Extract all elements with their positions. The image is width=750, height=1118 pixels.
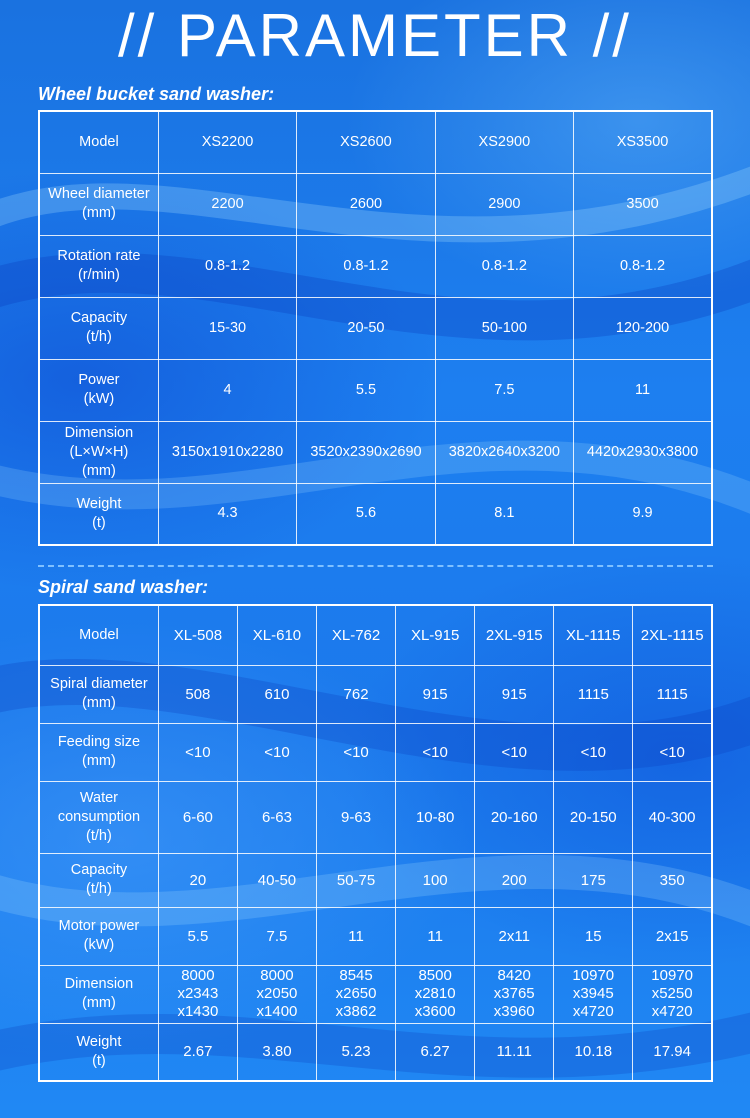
wheel-parameter-table: [38, 110, 713, 546]
table-cell: <10: [554, 723, 633, 781]
cell-line: 10970: [651, 967, 694, 984]
row-header-line: (mm): [82, 205, 116, 221]
row-header-line: Wheel diameter: [48, 186, 150, 202]
table-cell: 11.11: [475, 1023, 554, 1081]
row-header-line: Dimension: [64, 424, 134, 441]
row-header-line: (mm): [82, 462, 116, 479]
cell-line: 8000: [181, 967, 215, 984]
table-cell: 11: [317, 907, 396, 965]
row-header-line: Power: [78, 372, 120, 388]
table-cell: 5.5: [297, 359, 435, 421]
table-cell: <10: [475, 723, 554, 781]
row-header: [39, 235, 158, 297]
spiral-section-label: Spiral sand washer:: [38, 577, 209, 597]
table-row: [39, 1023, 712, 1081]
table-row: [39, 907, 712, 965]
table-cell: 0.8-1.2: [158, 235, 296, 297]
table-cell: [158, 965, 237, 1023]
row-header: [39, 359, 158, 421]
table-cell: 7.5: [237, 907, 316, 965]
row-header-line: Motor power: [58, 918, 140, 934]
table-cell: XL-1115: [554, 605, 633, 665]
table-cell: 9.9: [574, 483, 712, 545]
table-cell: 0.8-1.2: [435, 235, 573, 297]
wheel-section-label: Wheel bucket sand washer:: [38, 84, 275, 104]
table-row: [39, 853, 712, 907]
row-header-line: (mm): [82, 995, 116, 1011]
table-cell: 5.23: [317, 1023, 396, 1081]
table-cell: 10.18: [554, 1023, 633, 1081]
row-header-line: (mm): [82, 753, 116, 769]
table-row: [39, 605, 712, 665]
row-header: [39, 111, 158, 173]
table-cell: 0.8-1.2: [574, 235, 712, 297]
table-cell: 100: [396, 853, 475, 907]
row-header: [39, 483, 158, 545]
cell-line: x3765: [493, 985, 535, 1002]
cell-line: x5250: [651, 985, 693, 1002]
table-cell: 0.8-1.2: [297, 235, 435, 297]
row-header: [39, 297, 158, 359]
table-cell: 11: [574, 359, 712, 421]
row-header: [39, 781, 158, 853]
table-cell: 350: [633, 853, 712, 907]
table-cell: 9-63: [317, 781, 396, 853]
row-header-line: Capacity: [70, 310, 128, 326]
row-header: [39, 665, 158, 723]
table-cell: 4.3: [158, 483, 296, 545]
table-cell: 915: [475, 665, 554, 723]
table-cell: 2XL-1115: [633, 605, 712, 665]
row-header-line: (kW): [83, 937, 115, 953]
table-row: [39, 173, 712, 235]
table-cell: 15-30: [158, 297, 296, 359]
table-cell: [317, 965, 396, 1023]
table-cell: 17.94: [633, 1023, 712, 1081]
cell-line: x2050: [256, 985, 298, 1002]
table-cell: XS2600: [297, 111, 435, 173]
table-cell: 6.27: [396, 1023, 475, 1081]
row-header-line: Water: [79, 789, 118, 806]
row-header-line: Spiral diameter: [50, 676, 148, 692]
table-cell: <10: [633, 723, 712, 781]
table-cell: 10-80: [396, 781, 475, 853]
table-cell: 20: [158, 853, 237, 907]
cell-line: x3960: [493, 1003, 535, 1020]
table-cell: [237, 965, 316, 1023]
table-row: [39, 297, 712, 359]
table-cell: 20-50: [297, 297, 435, 359]
cell-line: x4720: [572, 1003, 614, 1020]
cell-line: x3600: [414, 1003, 456, 1020]
cell-line: x2810: [414, 985, 456, 1002]
table-cell: 3820x2640x3200: [435, 421, 573, 483]
cell-line: x1430: [177, 1003, 219, 1020]
table-cell: 2x11: [475, 907, 554, 965]
table-cell: 1115: [554, 665, 633, 723]
table-cell: 6-63: [237, 781, 316, 853]
table-cell: XS3500: [574, 111, 712, 173]
table-cell: 7.5: [435, 359, 573, 421]
row-header-line: Dimension: [64, 976, 134, 992]
row-header-line: (t/h): [86, 827, 112, 844]
row-header-line: (L×W×H): [69, 443, 129, 460]
cell-line: x2650: [335, 985, 377, 1002]
row-header-line: Weight: [76, 495, 122, 512]
table-cell: 175: [554, 853, 633, 907]
table-cell: 3520x2390x2690: [297, 421, 435, 483]
row-header: [39, 605, 158, 665]
cell-line: x1400: [256, 1003, 298, 1020]
table-cell: 8.1: [435, 483, 573, 545]
row-header-line: Rotation rate: [57, 248, 141, 264]
row-header-line: (mm): [82, 695, 116, 711]
table-cell: 762: [317, 665, 396, 723]
table-cell: 3150x1910x2280: [158, 421, 296, 483]
table-cell: <10: [237, 723, 316, 781]
row-header-line: (t/h): [86, 329, 112, 345]
row-header: [39, 965, 158, 1023]
cell-line: 8545: [339, 967, 373, 984]
row-header: [39, 853, 158, 907]
row-header-line: Weight: [76, 1033, 122, 1050]
table-cell: 40-300: [633, 781, 712, 853]
row-header-line: (t/h): [86, 881, 112, 897]
table-row: [39, 723, 712, 781]
row-header: [39, 173, 158, 235]
table-cell: XL-762: [317, 605, 396, 665]
table-cell: 915: [396, 665, 475, 723]
table-cell: 4: [158, 359, 296, 421]
table-cell: 1115: [633, 665, 712, 723]
cell-line: 10970: [572, 967, 615, 984]
table-cell: 6-60: [158, 781, 237, 853]
cell-line: 8000: [260, 967, 294, 984]
table-cell: 2200: [158, 173, 296, 235]
row-header-line: (t): [92, 514, 106, 531]
table-cell: XL-915: [396, 605, 475, 665]
row-header: [39, 723, 158, 781]
row-header-line: (kW): [83, 391, 115, 407]
table-row: [39, 359, 712, 421]
row-header-line: Model: [79, 133, 119, 150]
table-cell: 20-150: [554, 781, 633, 853]
cell-line: 8500: [418, 967, 452, 984]
cell-line: x4720: [651, 1003, 693, 1020]
table-cell: 3.80: [237, 1023, 316, 1081]
table-cell: XL-610: [237, 605, 316, 665]
table-cell: XS2200: [158, 111, 296, 173]
cell-line: x2343: [177, 985, 219, 1002]
row-header: [39, 907, 158, 965]
table-cell: 11: [396, 907, 475, 965]
table-cell: 2x15: [633, 907, 712, 965]
table-cell: [554, 965, 633, 1023]
table-cell: 2600: [297, 173, 435, 235]
row-header-line: consumption: [57, 808, 141, 825]
table-cell: 15: [554, 907, 633, 965]
row-header: [39, 421, 158, 483]
table-row: [39, 483, 712, 545]
row-header-line: Capacity: [70, 862, 128, 878]
table-row: [39, 421, 712, 483]
row-header-line: Feeding size: [57, 734, 141, 750]
table-cell: <10: [158, 723, 237, 781]
table-row: [39, 235, 712, 297]
table-cell: 50-100: [435, 297, 573, 359]
table-cell: [475, 965, 554, 1023]
table-cell: 3500: [574, 173, 712, 235]
section-divider: [38, 565, 713, 567]
table-cell: 200: [475, 853, 554, 907]
table-cell: XL-508: [158, 605, 237, 665]
table-cell: 2900: [435, 173, 573, 235]
table-cell: [396, 965, 475, 1023]
table-cell: <10: [396, 723, 475, 781]
table-cell: [633, 965, 712, 1023]
table-row: [39, 965, 712, 1023]
table-cell: 5.5: [158, 907, 237, 965]
table-row: [39, 111, 712, 173]
table-cell: 20-160: [475, 781, 554, 853]
table-cell: <10: [317, 723, 396, 781]
row-header-line: Model: [79, 626, 119, 643]
table-row: [39, 665, 712, 723]
page-title: // PARAMETER //: [118, 2, 632, 69]
cell-line: x3862: [335, 1003, 377, 1020]
table-cell: 5.6: [297, 483, 435, 545]
table-row: [39, 781, 712, 853]
row-header: [39, 1023, 158, 1081]
table-cell: 610: [237, 665, 316, 723]
table-cell: 2.67: [158, 1023, 237, 1081]
row-header-line: (r/min): [77, 267, 120, 283]
table-cell: XS2900: [435, 111, 573, 173]
table-cell: 2XL-915: [475, 605, 554, 665]
table-cell: 4420x2930x3800: [574, 421, 712, 483]
table-cell: 40-50: [237, 853, 316, 907]
cell-line: 8420: [497, 967, 531, 984]
table-cell: 120-200: [574, 297, 712, 359]
table-cell: 50-75: [317, 853, 396, 907]
spiral-parameter-table: [38, 604, 713, 1082]
row-header-line: (t): [92, 1052, 106, 1069]
cell-line: x3945: [572, 985, 614, 1002]
table-cell: 508: [158, 665, 237, 723]
